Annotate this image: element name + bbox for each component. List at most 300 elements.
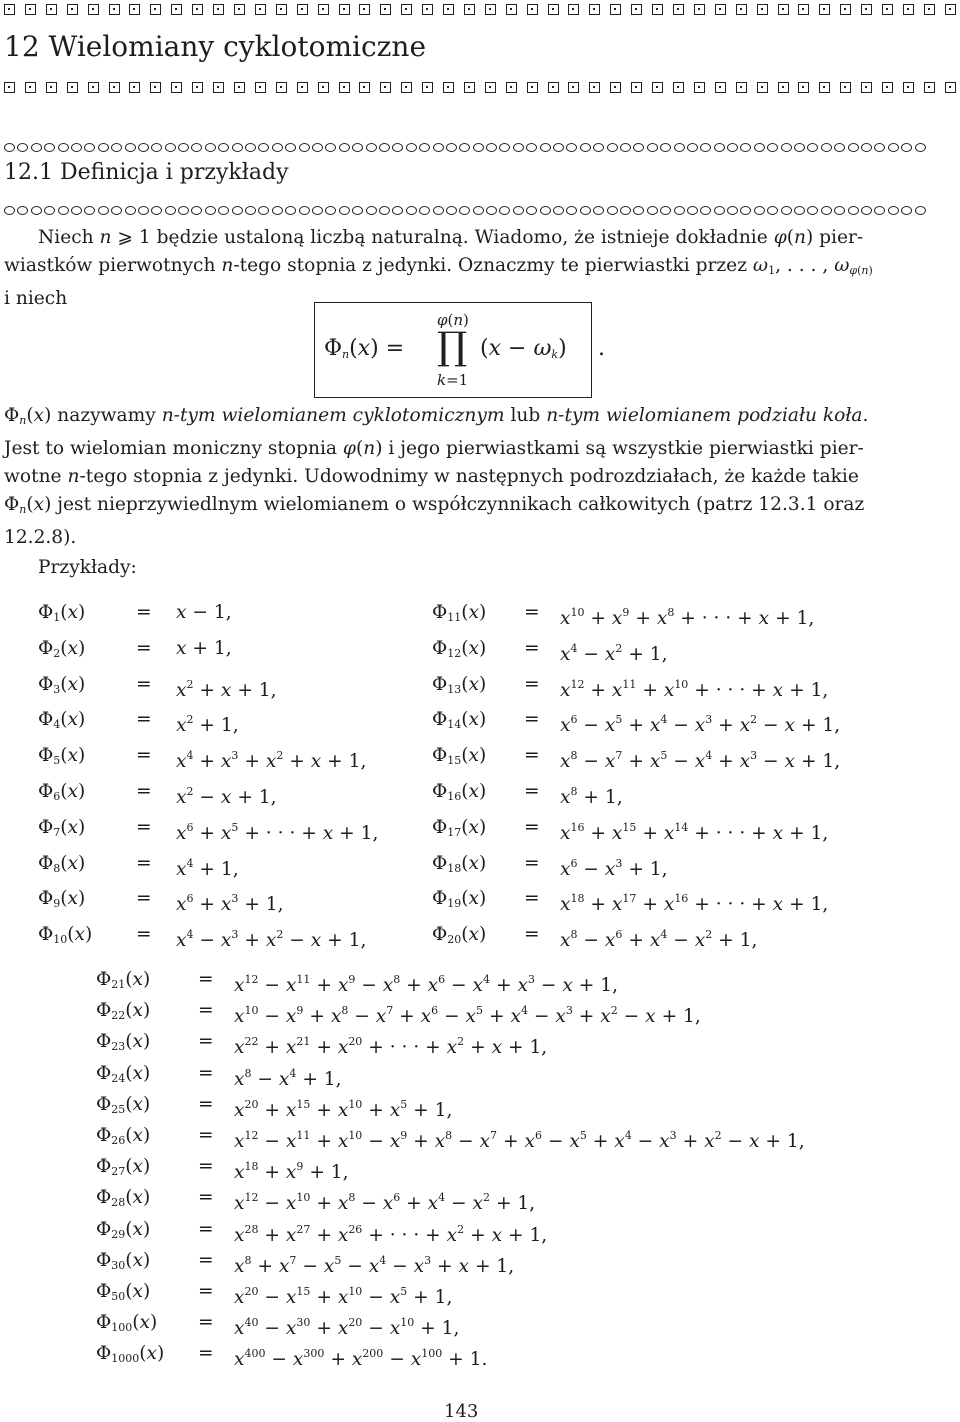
description-paragraph xyxy=(4,402,944,552)
circle-ornament xyxy=(874,143,885,152)
equals-sign: = xyxy=(524,781,540,802)
square-ornament xyxy=(485,82,496,93)
equals-sign: = xyxy=(198,1125,214,1146)
square-ornament xyxy=(568,4,579,15)
circle-ornament xyxy=(767,206,778,215)
equals-sign: = xyxy=(198,1218,214,1240)
circle-ornament xyxy=(660,206,671,215)
equation-lhs: $\Phi_{19}(x)$ xyxy=(432,888,487,911)
circle-ornament xyxy=(272,143,283,152)
square-ornament xyxy=(25,4,36,15)
circle-ornament xyxy=(392,206,403,215)
circle-ornament xyxy=(660,143,671,152)
circle-ornament xyxy=(633,143,644,152)
page-number: 143 xyxy=(444,1401,479,1422)
circle-ornament xyxy=(821,143,832,152)
equation-lhs: $\Phi_2(x)$ xyxy=(38,637,86,660)
square-ornament xyxy=(4,4,15,15)
circle-ornament xyxy=(71,143,82,152)
equation-rhs: x + 1, xyxy=(176,637,232,659)
equation-lhs: $\Phi_4(x)$ xyxy=(38,709,86,732)
equals-sign: = xyxy=(198,969,214,990)
circle-ornament xyxy=(901,143,912,152)
square-ornament xyxy=(46,82,57,93)
equation-rhs: $x^8 - x^6 + x^4 - x^2 + 1$, xyxy=(560,928,758,952)
square-ornament xyxy=(485,4,496,15)
circle-ornament xyxy=(191,206,202,215)
circle-ornament xyxy=(151,206,162,215)
equals-sign: = xyxy=(524,852,540,874)
square-ornament xyxy=(401,82,412,93)
circle-ornament xyxy=(258,206,269,215)
circle-ornament xyxy=(513,206,524,215)
intro-paragraph xyxy=(4,224,934,313)
equals-sign: = xyxy=(136,745,152,767)
circle-ornament xyxy=(17,206,28,215)
circle-ornament xyxy=(178,206,189,215)
equation-rhs: $x^2 + x + 1$, xyxy=(176,677,277,701)
chapter-title: 12 Wielomiany cyklotomiczne xyxy=(4,30,427,63)
equation-rhs: $x^{22} + x^{21} + x^{20}$ + · · · + $x^2 + x + 1$, xyxy=(234,1035,548,1059)
square-ornament xyxy=(464,4,475,15)
square-ornament xyxy=(25,82,36,93)
square-ornament xyxy=(4,82,15,93)
square-ornament xyxy=(736,82,747,93)
circle-ornament xyxy=(446,206,457,215)
circle-ornament xyxy=(607,143,618,152)
square-ornament xyxy=(819,4,830,15)
equals-sign: = xyxy=(198,1312,214,1334)
square-ornament xyxy=(736,4,747,15)
circle-ornament xyxy=(526,206,537,215)
equation-lhs: $\Phi_{25}(x)$ xyxy=(96,1093,151,1116)
equation-lhs: $\Phi_{13}(x)$ xyxy=(432,673,487,696)
equation-lhs: $\Phi_{26}(x)$ xyxy=(96,1125,151,1147)
circle-ornament xyxy=(98,206,109,215)
description-line: Jest to wielomian moniczny stopnia φ(n) i jego pierwiastkami są wszystkie pierwiastki pier- xyxy=(4,438,864,459)
circle-ornament xyxy=(888,206,899,215)
circle-rule-bottom xyxy=(4,203,926,217)
equation-lhs: $\Phi_{17}(x)$ xyxy=(432,816,487,839)
equation-rhs: $x^4 + x^3 + x^2 + x + 1$, xyxy=(176,749,367,773)
circle-ornament xyxy=(499,143,510,152)
equation-rhs: $x^{20} + x^{15} + x^{10} + x^5 + 1$, xyxy=(234,1097,453,1121)
square-ornament xyxy=(150,4,161,15)
equation-lhs: $\Phi_{12}(x)$ xyxy=(432,637,487,660)
circle-ornament xyxy=(17,143,28,152)
equation-lhs: $\Phi_{23}(x)$ xyxy=(96,1031,151,1054)
product-upper-limit: φ(n) xyxy=(437,311,469,329)
equals-sign: = xyxy=(524,816,540,838)
equals-sign: = xyxy=(136,924,152,946)
circle-ornament xyxy=(593,143,604,152)
equation-rhs: $x^{28} + x^{27} + x^{26}$ + · · · + $x^2 + x + 1$, xyxy=(234,1222,548,1246)
square-ornament xyxy=(903,82,914,93)
circle-ornament xyxy=(821,206,832,215)
square-ornament xyxy=(652,82,663,93)
circle-ornament xyxy=(459,143,470,152)
square-ornament xyxy=(861,82,872,93)
equation-lhs: $\Phi_{16}(x)$ xyxy=(432,781,487,803)
circle-ornament xyxy=(607,206,618,215)
circle-ornament xyxy=(299,143,310,152)
square-ornament xyxy=(339,82,350,93)
circle-ornament xyxy=(834,206,845,215)
circle-ornament xyxy=(513,143,524,152)
equation-lhs: $\Phi_{29}(x)$ xyxy=(96,1218,151,1241)
equation-lhs: $\Phi_8(x)$ xyxy=(38,852,86,875)
square-ornament xyxy=(192,82,203,93)
equation-lhs: $\Phi_{30}(x)$ xyxy=(96,1249,151,1272)
equals-sign: = xyxy=(524,888,540,910)
square-ornament xyxy=(610,82,621,93)
equation-lhs: $\Phi_{27}(x)$ xyxy=(96,1156,151,1179)
circle-ornament xyxy=(473,143,484,152)
circle-ornament xyxy=(312,143,323,152)
equation-rhs: $x^{10} + x^9 + x^8$ + · · · + x + 1, xyxy=(560,606,815,629)
equals-sign: = xyxy=(198,1249,214,1271)
circle-ornament xyxy=(111,143,122,152)
equation-lhs: $\Phi_{100}(x)$ xyxy=(96,1312,158,1335)
circle-ornament xyxy=(794,206,805,215)
equation-rhs: $x^{18} + x^{17} + x^{16}$ + · · · + x + 1, xyxy=(560,892,829,916)
circle-ornament xyxy=(272,206,283,215)
circle-ornament xyxy=(915,206,926,215)
circle-ornament xyxy=(620,143,631,152)
circle-ornament xyxy=(285,206,296,215)
square-ornament xyxy=(652,4,663,15)
definition-end: . xyxy=(598,336,605,361)
equation-lhs: $\Phi_{18}(x)$ xyxy=(432,852,487,875)
circle-ornament xyxy=(339,143,350,152)
equation-rhs: $x^6 + x^5$ + · · · + x + 1, xyxy=(176,820,379,844)
circle-ornament xyxy=(620,206,631,215)
equation-lhs: $\Phi_7(x)$ xyxy=(38,816,86,839)
square-ornament xyxy=(840,4,851,15)
circle-ornament xyxy=(433,143,444,152)
square-ornament xyxy=(945,4,956,15)
square-rule-top xyxy=(4,4,956,18)
square-ornament xyxy=(422,82,433,93)
square-ornament xyxy=(276,4,287,15)
equation-lhs: $\Phi_{11}(x)$ xyxy=(432,602,487,624)
square-ornament xyxy=(109,82,120,93)
square-ornament xyxy=(255,4,266,15)
circle-ornament xyxy=(406,143,417,152)
square-ornament xyxy=(150,82,161,93)
equation-lhs: $\Phi_3(x)$ xyxy=(38,673,86,696)
circle-ornament xyxy=(165,143,176,152)
circle-ornament xyxy=(218,206,229,215)
equals-sign: = xyxy=(524,673,540,695)
definition-factor: $(x - \omega_k)$ xyxy=(480,336,567,361)
square-ornament xyxy=(924,82,935,93)
circle-ornament xyxy=(888,143,899,152)
square-ornament xyxy=(88,82,99,93)
square-ornament xyxy=(757,82,768,93)
circle-ornament xyxy=(232,206,243,215)
square-ornament xyxy=(213,4,224,15)
equals-sign: = xyxy=(136,637,152,659)
equals-sign: = xyxy=(524,709,540,731)
equation-rhs: $x^{12} + x^{11} + x^{10}$ + · · · + x + 1, xyxy=(560,677,829,701)
square-ornament xyxy=(109,4,120,15)
circle-ornament xyxy=(700,206,711,215)
equals-sign: = xyxy=(136,888,152,910)
square-ornament xyxy=(548,82,559,93)
square-ornament xyxy=(819,82,830,93)
square-ornament xyxy=(924,4,935,15)
equals-sign: = xyxy=(524,637,540,659)
circle-ornament xyxy=(178,143,189,152)
equation-rhs: $x^2 + 1$, xyxy=(176,713,239,737)
circle-rule-top xyxy=(4,140,926,154)
circle-ornament xyxy=(379,206,390,215)
circle-ornament xyxy=(834,143,845,152)
circle-ornament xyxy=(406,206,417,215)
intro-line: i niech xyxy=(4,288,68,309)
circle-ornament xyxy=(419,143,430,152)
circle-ornament xyxy=(84,143,95,152)
circle-ornament xyxy=(205,206,216,215)
square-ornament xyxy=(318,4,329,15)
circle-ornament xyxy=(874,206,885,215)
circle-ornament xyxy=(861,206,872,215)
square-ornament xyxy=(527,82,538,93)
square-ornament xyxy=(297,82,308,93)
circle-ornament xyxy=(258,143,269,152)
circle-ornament xyxy=(807,206,818,215)
circle-ornament xyxy=(325,143,336,152)
square-ornament xyxy=(276,82,287,93)
equation-lhs: $\Phi_{1000}(x)$ xyxy=(96,1343,165,1366)
square-ornament xyxy=(945,82,956,93)
square-ornament xyxy=(548,4,559,15)
equation-rhs: $x^4 - x^3 + x^2 - x + 1$, xyxy=(176,928,367,952)
square-ornament xyxy=(610,4,621,15)
circle-ornament xyxy=(84,206,95,215)
equals-sign: = xyxy=(136,816,152,838)
description-line: wotne n-tego stopnia z jedynki. Udowodnimy w następnych podrozdziałach, że każde takie xyxy=(4,466,859,487)
equation-rhs: $x^8 - x^7 + x^5 - x^4 + x^3 - x + 1$, xyxy=(560,749,841,773)
square-ornament xyxy=(840,82,851,93)
circle-ornament xyxy=(861,143,872,152)
equation-rhs: $x^{16} + x^{15} + x^{14}$ + · · · + x + 1, xyxy=(560,820,829,844)
circle-ornament xyxy=(325,206,336,215)
square-ornament xyxy=(882,4,893,15)
square-ornament xyxy=(88,4,99,15)
circle-ornament xyxy=(526,143,537,152)
description-line: 12.2.8). xyxy=(4,527,77,548)
equals-sign: = xyxy=(198,1031,214,1053)
circle-ornament xyxy=(366,206,377,215)
equation-lhs: $\Phi_{50}(x)$ xyxy=(96,1281,151,1303)
square-ornament xyxy=(506,4,517,15)
circle-ornament xyxy=(366,143,377,152)
circle-ornament xyxy=(754,206,765,215)
circle-ornament xyxy=(58,206,69,215)
equation-rhs: $x^{18} + x^9 + 1$, xyxy=(234,1160,349,1184)
circle-ornament xyxy=(473,206,484,215)
circle-ornament xyxy=(352,143,363,152)
equals-sign: = xyxy=(198,1000,214,1022)
circle-ornament xyxy=(98,143,109,152)
circle-ornament xyxy=(446,143,457,152)
circle-ornament xyxy=(111,206,122,215)
square-ornament xyxy=(192,4,203,15)
equals-sign: = xyxy=(136,602,152,623)
circle-ornament xyxy=(540,143,551,152)
circle-ornament xyxy=(647,143,658,152)
equation-rhs: $x^6 + x^3 + 1$, xyxy=(176,892,284,916)
square-ornament xyxy=(527,4,538,15)
equals-sign: = xyxy=(198,1062,214,1084)
circle-ornament xyxy=(379,143,390,152)
circle-ornament xyxy=(807,143,818,152)
circle-ornament xyxy=(312,206,323,215)
square-ornament xyxy=(443,82,454,93)
circle-ornament xyxy=(633,206,644,215)
circle-ornament xyxy=(553,206,564,215)
circle-ornament xyxy=(352,206,363,215)
square-ornament xyxy=(443,4,454,15)
circle-ornament xyxy=(138,206,149,215)
equation-lhs: $\Phi_9(x)$ xyxy=(38,888,86,911)
circle-ornament xyxy=(138,143,149,152)
circle-ornament xyxy=(125,143,136,152)
square-ornament xyxy=(464,82,475,93)
equation-lhs: $\Phi_1(x)$ xyxy=(38,602,86,624)
square-ornament xyxy=(401,4,412,15)
circle-ornament xyxy=(285,143,296,152)
product-symbol: ∏ xyxy=(437,324,468,368)
equation-rhs: $x^{400} - x^{300} + x^{200} - x^{100} + 1$. xyxy=(234,1347,488,1371)
square-ornament xyxy=(778,4,789,15)
equals-sign: = xyxy=(198,1343,214,1365)
square-ornament xyxy=(255,82,266,93)
square-ornament xyxy=(861,4,872,15)
circle-ornament xyxy=(714,206,725,215)
product-lower-limit: k=1 xyxy=(437,371,469,389)
circle-ornament xyxy=(754,143,765,152)
square-ornament xyxy=(568,82,579,93)
equation-lhs: $\Phi_5(x)$ xyxy=(38,745,86,768)
equation-lhs: $\Phi_{21}(x)$ xyxy=(96,969,151,991)
circle-ornament xyxy=(727,143,738,152)
equation-rhs: $x^8 + 1$, xyxy=(560,785,623,808)
circle-ornament xyxy=(31,206,42,215)
equals-sign: = xyxy=(136,709,152,731)
circle-ornament xyxy=(647,206,658,215)
circle-ornament xyxy=(486,206,497,215)
square-ornament xyxy=(359,4,370,15)
circle-ornament xyxy=(687,206,698,215)
equation-lhs: $\Phi_{20}(x)$ xyxy=(432,924,487,947)
square-ornament xyxy=(673,82,684,93)
circle-ornament xyxy=(700,143,711,152)
square-ornament xyxy=(506,82,517,93)
square-ornament xyxy=(129,4,140,15)
square-ornament xyxy=(631,82,642,93)
square-rule-bottom xyxy=(4,82,956,96)
circle-ornament xyxy=(781,143,792,152)
circle-ornament xyxy=(191,143,202,152)
circle-ornament xyxy=(419,206,430,215)
circle-ornament xyxy=(165,206,176,215)
square-ornament xyxy=(715,4,726,15)
circle-ornament xyxy=(459,206,470,215)
equation-lhs: $\Phi_{15}(x)$ xyxy=(432,745,487,768)
square-ornament xyxy=(694,82,705,93)
equation-lhs: $\Phi_{24}(x)$ xyxy=(96,1062,151,1085)
square-ornament xyxy=(171,4,182,15)
equation-rhs: $x^{10} - x^9 + x^8 - x^7 + x^6 - x^5 + x^4 - x^3 + x^2 - x + 1$, xyxy=(234,1004,701,1028)
circle-ornament xyxy=(245,143,256,152)
circle-ornament xyxy=(58,143,69,152)
square-ornament xyxy=(67,4,78,15)
examples-label: Przykłady: xyxy=(38,557,137,578)
equation-rhs: $x^2 - x + 1$, xyxy=(176,785,277,808)
circle-ornament xyxy=(794,143,805,152)
definition-lhs: $\Phi_n(x)$ = xyxy=(324,336,405,361)
square-ornament xyxy=(46,4,57,15)
equation-lhs: $\Phi_{14}(x)$ xyxy=(432,709,487,732)
description-line: $\Phi_n(x)$ nazywamy n-tym wielomianem cyklotomicznym lub n-tym wielomianem podziału koła. xyxy=(4,405,869,427)
square-ornament xyxy=(234,82,245,93)
circle-ornament xyxy=(540,206,551,215)
equals-sign: = xyxy=(198,1156,214,1178)
equals-sign: = xyxy=(136,781,152,802)
circle-ornament xyxy=(740,143,751,152)
equals-sign: = xyxy=(524,924,540,946)
equation-lhs: $\Phi_{28}(x)$ xyxy=(96,1187,151,1210)
equation-lhs: $\Phi_{10}(x)$ xyxy=(38,924,93,947)
square-ornament xyxy=(798,82,809,93)
square-ornament xyxy=(798,4,809,15)
equals-sign: = xyxy=(524,602,540,623)
equation-rhs: $x^8 - x^4 + 1$, xyxy=(234,1066,342,1090)
circle-ornament xyxy=(4,143,15,152)
square-ornament xyxy=(213,82,224,93)
equation-rhs: $x^4 + 1$, xyxy=(176,856,239,880)
circle-ornament xyxy=(4,206,15,215)
circle-ornament xyxy=(339,206,350,215)
intro-line: Niech n ⩾ 1 będzie ustaloną liczbą naturalną. Wiadomo, że istnieje dokładnie φ(n) pier- xyxy=(38,227,864,248)
circle-ornament xyxy=(901,206,912,215)
circle-ornament xyxy=(433,206,444,215)
circle-ornament xyxy=(71,206,82,215)
square-ornament xyxy=(359,82,370,93)
intro-line: wiastków pierwotnych n-tego stopnia z jedynki. Oznaczmy te pierwiastki przez $\omega_1$, . . . , $\omega_{\varphi(n)}$ xyxy=(4,255,873,277)
square-ornament xyxy=(380,82,391,93)
equation-rhs: $x^{20} - x^{15} + x^{10} - x^5 + 1$, xyxy=(234,1285,453,1308)
circle-ornament xyxy=(593,206,604,215)
circle-ornament xyxy=(245,206,256,215)
equals-sign: = xyxy=(136,852,152,874)
circle-ornament xyxy=(566,206,577,215)
equation-rhs: $x^{12} - x^{11} + x^{10} - x^9 + x^8 - x^7 + x^6 - x^5 + x^4 - x^3 + x^2 - x + 1$, xyxy=(234,1129,805,1152)
circle-ornament xyxy=(566,143,577,152)
circle-ornament xyxy=(499,206,510,215)
square-ornament xyxy=(589,82,600,93)
equation-rhs: $x^{12} - x^{11} + x^9 - x^8 + x^6 - x^4 + x^3 - x + 1$, xyxy=(234,973,618,996)
circle-ornament xyxy=(218,143,229,152)
equation-rhs: $x^8 + x^7 - x^5 - x^4 - x^3 + x + 1$, xyxy=(234,1253,515,1277)
circle-ornament xyxy=(205,143,216,152)
circle-ornament xyxy=(580,206,591,215)
circle-ornament xyxy=(727,206,738,215)
equation-rhs: x − 1, xyxy=(176,602,232,623)
